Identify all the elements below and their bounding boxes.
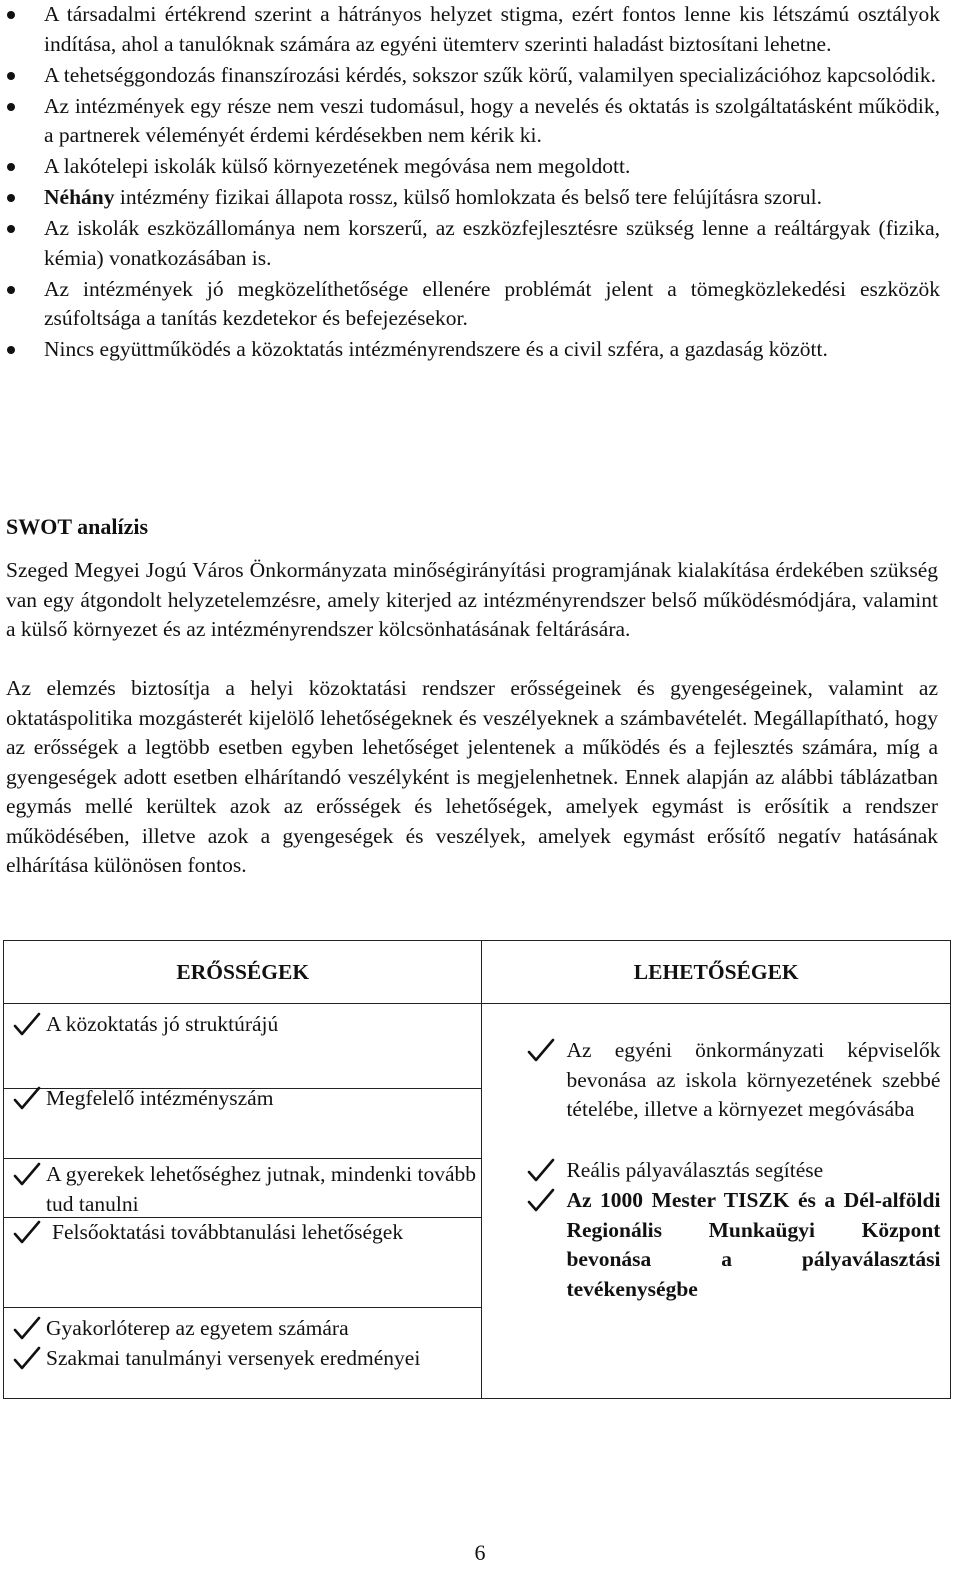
strength-text: A gyerekek lehetőséghez jutnak, mindenki tovább tud tanulni [46, 1162, 476, 1216]
opportunity-item [566, 1156, 940, 1186]
bullet-text-bold: Néhány [44, 185, 115, 209]
problem-bullet-list [6, 0, 940, 366]
strength-text: Gyakorlóterep az egyetem számára [46, 1316, 349, 1340]
checkmark-icon [12, 1010, 42, 1039]
strength-text: Felsőoktatási továbbtanulási lehetőségek [52, 1220, 404, 1244]
opportunity-text: Az 1000 Mester TISZK és a Dél-alföldi Regionális Munkaügyi Központ bevonása a pályaválasztási tevékenységbe [566, 1188, 941, 1301]
checkmark-icon [12, 1344, 42, 1373]
strength-item [46, 1344, 476, 1374]
bullet-dot-icon [7, 163, 15, 171]
list-item [6, 214, 940, 273]
section-heading: SWOT analízis [6, 514, 149, 539]
bullet-text: intézmény fizikai állapota rossz, külső homlokzata és belső tere felújításra szorul. [114, 185, 822, 209]
bullet-dot-icon [7, 103, 15, 111]
row-divider [4, 1158, 481, 1159]
checkmark-icon [526, 1156, 556, 1185]
list-item [6, 183, 940, 213]
strength-item [12, 1218, 476, 1248]
body-paragraph: Szeged Megyei Jogú Város Önkormányzata minőségirányítási programjának kialakítása érdekében szükség van egy átgondolt helyzetelemzésre, amely kiterjed az intézményrendszer belső működésmódjára, valamint a külső környezet és az intézményrendszer kölcsönhatásának feltárására. [6, 558, 938, 641]
swot-table [3, 940, 951, 1399]
opportunity-text: Reális pályaválasztás segítése [566, 1158, 824, 1182]
strength-item [46, 1314, 476, 1344]
opportunity-item [566, 1186, 940, 1304]
checkmark-icon [526, 1186, 556, 1215]
bullet-text: A társadalmi értékrend szerint a hátrányos helyzet stigma, ezért fontos lenne kis létszámú osztályok indítása, ahol a tanulóknak számára az egyéni ütemterv szerinti haladást biztosítani lehetne. [44, 2, 940, 56]
bullet-dot-icon [7, 346, 15, 354]
bullet-text: Nincs együttműködés a közoktatás intézményrendszere és a civil szféra, a gazdaság között. [44, 337, 828, 361]
strength-item [46, 1010, 476, 1040]
opportunities-cell [482, 1004, 951, 1399]
list-item [6, 61, 940, 91]
bullet-text: A lakótelepi iskolák külső környezetének megóvása nem megoldott. [44, 154, 631, 178]
bullet-dot-icon [7, 225, 15, 233]
page-number: 6 [474, 1540, 486, 1565]
bullet-dot-icon [7, 286, 15, 294]
strength-text: Szakmai tanulmányi versenyek eredményei [46, 1346, 421, 1370]
strengths-header: ERŐSSÉGEK [4, 941, 482, 1004]
opportunities-header: LEHETŐSÉGEK [482, 941, 951, 1004]
bullet-text: Az iskolák eszközállománya nem korszerű, az eszközfejlesztésre szükség lenne a reáltárgyak (fizika, kémia) vonatkozásában is. [44, 216, 940, 270]
bullet-dot-icon [7, 11, 15, 19]
strength-item [46, 1084, 476, 1114]
checkmark-icon [526, 1036, 556, 1065]
body-paragraph: Az elemzés biztosítja a helyi közoktatási rendszer erősségeinek és gyengeségeinek, valamint az oktatáspolitika mozgásterét kijelölő lehetőségeknek és veszélyeknek a számbavételét. Megállapítható, hogy az erősségek a legtöbb esetben egyben lehetőséget jelentenek a működés és a fejlesztés számára, míg a gyengeségek adott esetben elhárítandó veszélyként is megjelenhetnek. Ennek alapján az alábbi táblázatban egymás mellé kerültek azok az erősségek és lehetőségek, amelyek egymást is erősítik a rendszer működésében, illetve azok a gyengeségek és veszélyek, amelyek egymást erősítő negatív hatásának elhárítása különösen fontos. [6, 676, 938, 877]
checkmark-icon [12, 1084, 42, 1113]
strength-text: A közoktatás jó struktúrájú [46, 1012, 279, 1036]
checkmark-icon [12, 1218, 42, 1247]
bullet-dot-icon [7, 72, 15, 80]
strengths-cell [4, 1004, 482, 1399]
strength-item [46, 1160, 476, 1219]
bullet-text: Az intézmények jó megközelíthetősége ellenére problémát jelent a tömegközlekedési eszközök zsúfoltsága a tanítás kezdetekor és befejezésekor. [44, 276, 940, 330]
bullet-text: A tehetséggondozás finanszírozási kérdés, sokszor szűk körű, valamilyen specializációhoz kapcsolódik. [44, 62, 936, 87]
checkmark-icon [12, 1314, 42, 1343]
opportunity-item [566, 1036, 940, 1125]
checkmark-icon [12, 1160, 42, 1189]
list-item [6, 92, 940, 151]
list-item [6, 152, 940, 182]
bullet-dot-icon [7, 194, 15, 202]
list-item [6, 335, 940, 365]
strength-text: Megfelelő intézményszám [46, 1086, 274, 1110]
opportunity-text: Az egyéni önkormányzati képviselők bevonása az iskola környezetének szebbé tételébe, illetve a környezet megóvásába [566, 1038, 941, 1121]
list-item [6, 0, 940, 59]
bullet-text: Az intézmények egy része nem veszi tudomásul, hogy a nevelés és oktatás is szolgáltatásként működik, a partnerek véleményét érdemi kérdésekben nem kérik ki. [44, 93, 940, 147]
row-divider [4, 1307, 481, 1308]
list-item [6, 275, 940, 334]
